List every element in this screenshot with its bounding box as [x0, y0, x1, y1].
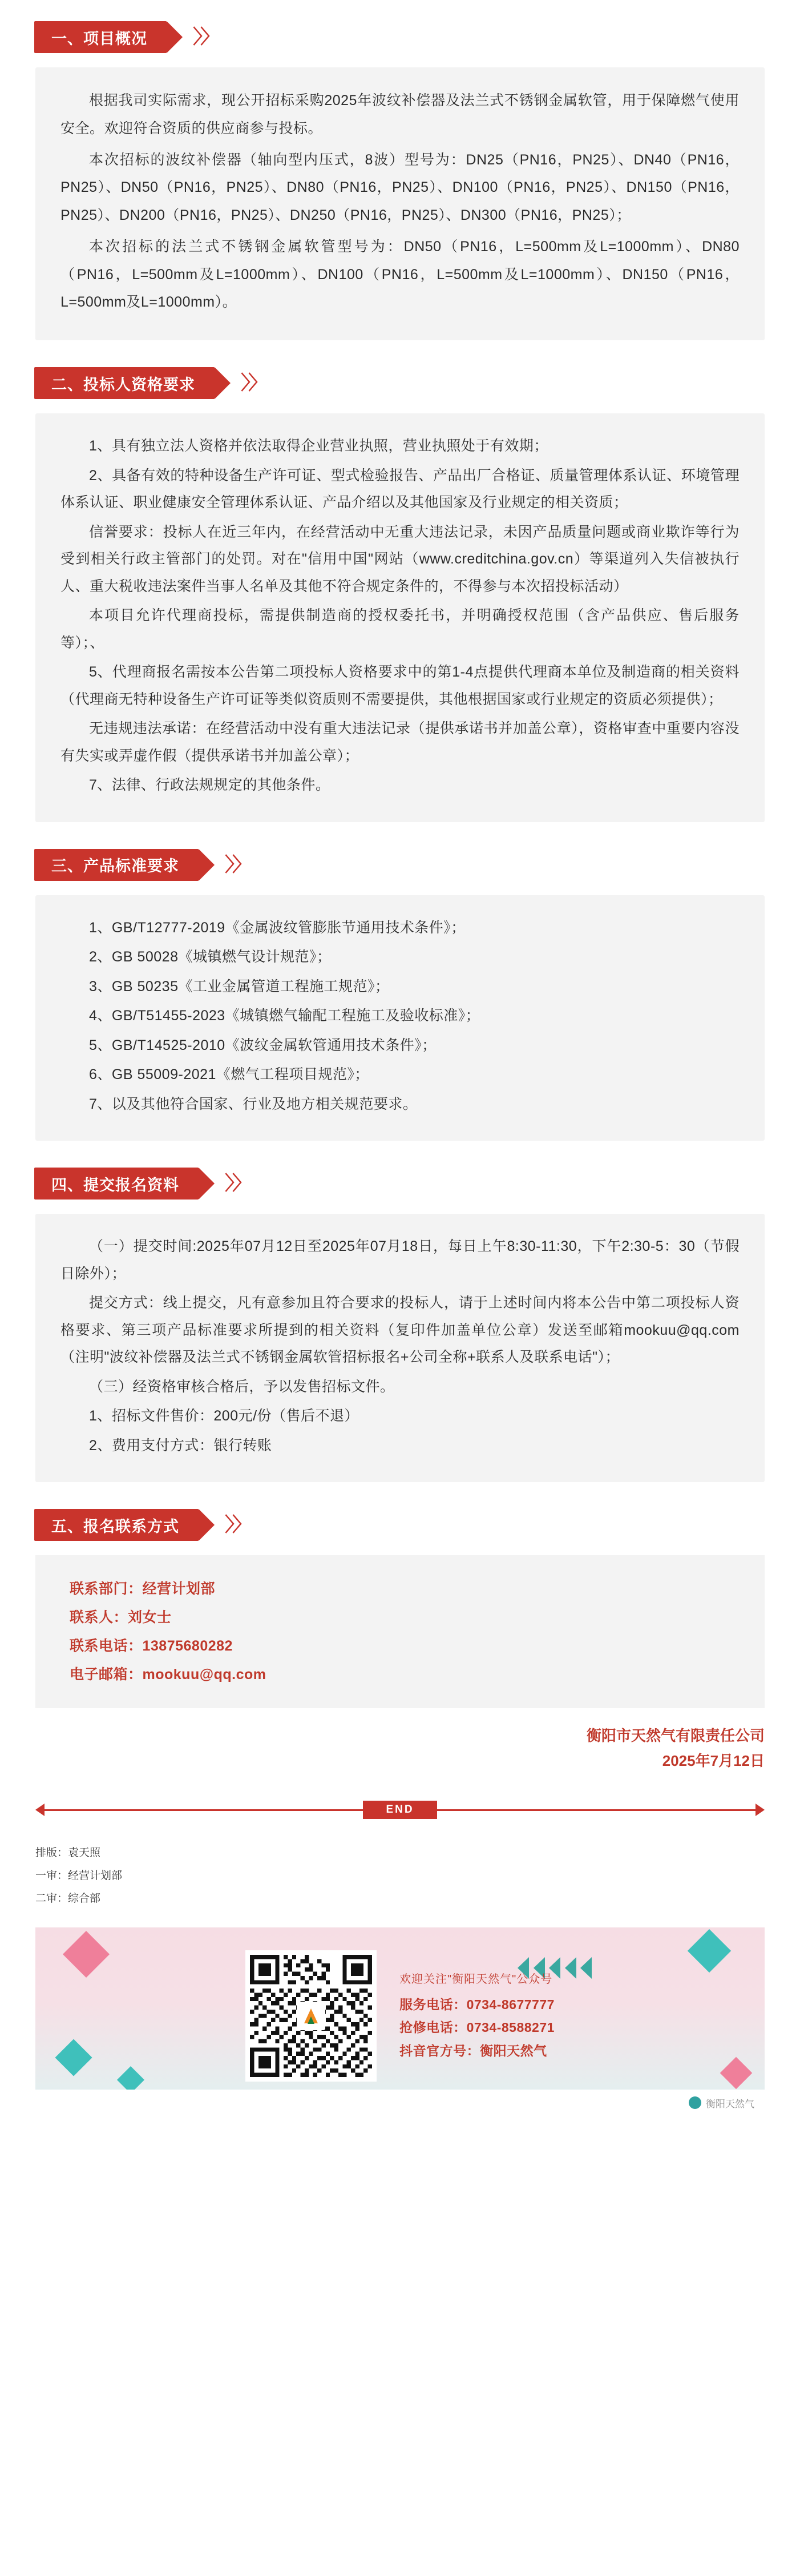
section-body-qualification — [35, 413, 765, 822]
list-item: 5、GB/T14525-2010《波纹金属软管通用技术条件》； — [89, 1037, 437, 1053]
signature-company: 衡阳市天然气有限责任公司 — [586, 1727, 765, 1744]
brand-logo — [297, 2002, 325, 2030]
section-header-standards — [34, 845, 800, 885]
section-header-qualification — [34, 363, 800, 403]
section-header-submission — [34, 1164, 800, 1204]
list-item: 3、GB 50235《工业金属管道工程施工规范》； — [89, 978, 390, 995]
end-divider — [35, 1801, 765, 1819]
list-item: 1、具有独立法人资格并依法取得企业营业执照，营业执照处于有效期； — [89, 438, 548, 454]
section-title-overview: 一、项目概况 — [34, 21, 167, 53]
contact-email[interactable]: 电子邮箱：mookuu@qq.com — [70, 1667, 266, 1683]
contact-department: 联系部门：经营计划部 — [70, 1581, 216, 1597]
paragraph: 本次招标的波纹补偿器（轴向型内压式，8波）型号为：DN25（PN16，PN25）、DN40（PN16，PN25）、DN50（PN16，PN25）、DN80（PN16，PN25）、DN100（PN16，PN25）、DN150（PN16，PN25）、DN200（PN16，PN25）、DN250（PN16，PN25）、DN300（PN16，PN25）； — [60, 151, 740, 223]
chevron-right-icon: 〉〉 — [225, 854, 249, 876]
signature-date: 2025年7月12日 — [662, 1752, 765, 1770]
emergency-phone: 抢修电话：0734-8588271 — [399, 2020, 555, 2035]
triangle-right-icon — [755, 1804, 765, 1816]
list-item: 2、具备有效的特种设备生产许可证、型式检验报告、产品出厂合格证、质量管理体系认证、环境管理体系认证、职业健康安全管理体系认证、产品介绍以及其他国家及行业规定的相关资质； — [60, 467, 740, 510]
end-badge: END — [363, 1801, 437, 1819]
credits-block — [35, 1842, 800, 1910]
list-item: 4、GB/T51455-2023《城镇燃气输配工程施工及验收标准》； — [89, 1008, 480, 1024]
section-title-qualification: 二、投标人资格要求 — [34, 367, 215, 399]
list-item: 5、代理商报名需按本公告第二项投标人资格要求中的第1-4点提供代理商本单位及制造商的相关资料（代理商无特种设备生产许可证等类似资质则不需要提供，其他根据国家或行业规定的资质必须提供）； — [60, 664, 740, 707]
list-item: 7、以及其他符合国家、行业及地方相关规范要求。 — [89, 1096, 418, 1112]
promo-text-block — [399, 1970, 555, 2062]
douyin-account: 抖音官方号：衡阳天然气 — [399, 2043, 547, 2058]
chevron-right-icon: 〉〉 — [241, 372, 265, 394]
promo-welcome: 欢迎关注"衡阳天然气"公众号 — [399, 1973, 553, 1986]
promo-banner — [35, 1927, 765, 2116]
list-item: 信誉要求：投标人在近三年内，在经营活动中无重大违法记录，未因产品质量问题或商业欺诈等行为受到相关行政主管部门的处罚。对在"信用中国"网站（www.creditchina.gov.cn）等渠道列入失信被执行人、重大税收违法案件当事人名单及其他不符合规定条件的，不得参与本次招投标活动） — [60, 524, 740, 594]
flame-icon — [304, 2009, 318, 2023]
avatar — [689, 2096, 701, 2109]
section-header-overview — [34, 17, 800, 57]
contact-phone[interactable]: 联系电话：13875680282 — [70, 1638, 233, 1654]
list-item: （三）经资格审核合格后，予以发售招标文件。 — [89, 1378, 395, 1395]
paragraph: 根据我司实际需求，现公开招标采购2025年波纹补偿器及法兰式不锈钢金属软管，用于保障燃气使用安全。欢迎符合资质的供应商参与投标。 — [60, 92, 740, 136]
list-item: 7、法律、行政法规规定的其他条件。 — [89, 777, 330, 793]
section-header-contact — [34, 1505, 800, 1545]
qr-code[interactable] — [245, 1950, 377, 2082]
account-badge[interactable] — [689, 2096, 754, 2110]
credit-second-review: 二审：综合部 — [35, 1893, 101, 1905]
section-body-submission — [35, 1214, 765, 1482]
divider-line — [45, 1809, 363, 1811]
divider-line — [437, 1809, 755, 1811]
contact-person: 联系人：刘女士 — [70, 1609, 172, 1625]
signature-block — [35, 1723, 765, 1773]
list-item: （一）提交时间:2025年07月12日至2025年07月18日，每日上午8:30-11:30，下午2:30-5：30（节假日除外）； — [60, 1238, 740, 1282]
paragraph: 本次招标的法兰式不锈钢金属软管型号为：DN50（PN16，L=500mm及L=1000mm）、DN80（PN16，L=500mm及L=1000mm）、DN100（PN16，L=500mm及L=1000mm）、DN150（PN16，L=500mm及L=1000mm）。 — [60, 238, 740, 311]
list-item: 1、招标文件售价：200元/份（售后不退） — [89, 1408, 359, 1424]
list-item: 无违规违法承诺：在经营活动中没有重大违法记录（提供承诺书并加盖公章），资格审查中重要内容没有失实或弄虚作假（提供承诺书并加盖公章）； — [60, 721, 740, 764]
section-title-submission: 四、提交报名资料 — [34, 1168, 199, 1200]
chevron-right-icon: 〉〉 — [225, 1173, 249, 1194]
list-item: 提交方式：线上提交，凡有意参加且符合要求的投标人，请于上述时间内将本公告中第二项投标人资格要求、第三项产品标准要求所提到的相关资料（复印件加盖单位公章）发送至邮箱mookuu@qq.com（注明"波纹补偿器及法兰式不锈钢金属软管招标报名+公司全称+联系人及联系电话"）； — [60, 1295, 740, 1365]
list-item: 6、GB 55009-2021《燃气工程项目规范》； — [89, 1066, 369, 1082]
list-item: 本项目允许代理商投标，需提供制造商的授权委托书，并明确授权范围（含产品供应、售后服务等）；、 — [60, 607, 740, 651]
triangle-left-icon — [35, 1804, 45, 1816]
account-name: 衡阳天然气 — [706, 2098, 754, 2110]
credit-first-review: 一审：经营计划部 — [35, 1870, 123, 1882]
chevron-right-icon: 〉〉 — [225, 1514, 249, 1536]
section-body-overview — [35, 67, 765, 340]
section-title-standards: 三、产品标准要求 — [34, 849, 199, 881]
list-item: 2、费用支付方式：银行转账 — [89, 1437, 272, 1454]
section-body-standards — [35, 895, 765, 1141]
list-item: 1、GB/T12777-2019《金属波纹管膨胀节通用技术条件》； — [89, 919, 466, 936]
section-title-contact: 五、报名联系方式 — [34, 1509, 199, 1541]
contact-details — [35, 1555, 765, 1708]
service-phone: 服务电话：0734-8677777 — [399, 1997, 555, 2012]
chevron-right-icon: 〉〉 — [193, 26, 217, 48]
credit-layout: 排版：袁天照 — [35, 1847, 101, 1859]
list-item: 2、GB 50028《城镇燃气设计规范》； — [89, 949, 332, 965]
footer-bar — [35, 2090, 765, 2116]
